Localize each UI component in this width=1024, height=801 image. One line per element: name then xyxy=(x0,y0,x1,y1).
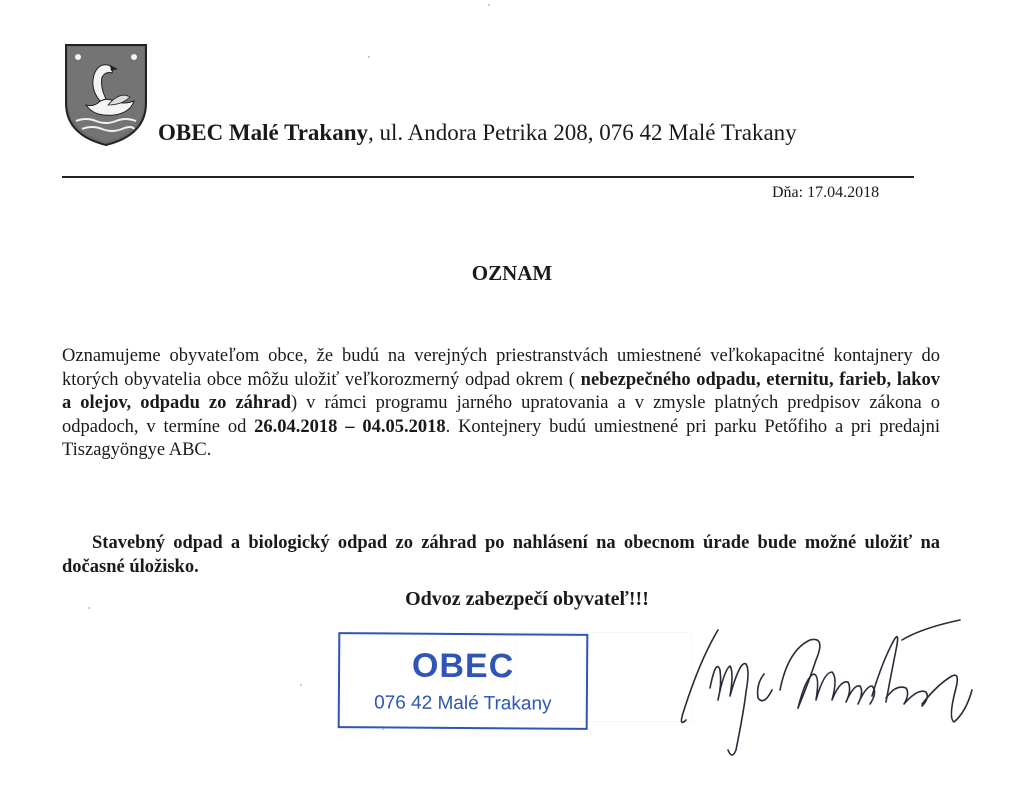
scan-speck xyxy=(488,4,490,6)
scan-speck xyxy=(300,684,302,686)
document-date: Dňa: 17.04.2018 xyxy=(772,184,880,201)
organization-address: , ul. Andora Petrika 208, 076 42 Malé Trakany xyxy=(368,120,797,145)
letterhead xyxy=(158,120,797,146)
announcement-body xyxy=(62,345,940,463)
organization-name: OBEC Malé Trakany xyxy=(158,120,368,145)
header-divider xyxy=(62,176,914,178)
closing-statement: Odvoz zabezpečí obyvateľ!!! xyxy=(405,588,649,610)
official-stamp xyxy=(338,632,589,730)
mayor-signature xyxy=(660,600,1000,770)
body-text-intro: Oznamujeme obyvateľom obce, že budú na verejných priestranstvách umiestnené veľkokapacitné kontajnery do ktorých obyvatelia obce môžu uložiť veľkorozmerný odpad okrem ( xyxy=(62,346,940,390)
construction-waste-notice: Stavebný odpad a biologický odpad zo záhrad po nahlásení na obecnom úrade bude možné uložiť na dočasné úložisko. xyxy=(62,533,940,577)
body-text-exceptions: nebezpečného odpadu, eternitu, farieb, lakov a olejov, odpadu zo záhrad xyxy=(62,369,941,414)
scan-speck xyxy=(382,728,384,730)
body-text-date-range: 26.04.2018 – 04.05.2018 xyxy=(254,416,446,437)
swan-coat-of-arms-icon xyxy=(64,43,148,147)
stamp-title: OBEC xyxy=(411,646,515,686)
document-title: OZNAM xyxy=(471,261,553,285)
body-text-locations: . Kontejnery budú umiestnené pri parku Petőfiho a pri predajni Tiszagyöngye ABC. xyxy=(62,416,941,461)
scan-speck xyxy=(88,607,90,609)
scan-speck xyxy=(368,56,370,58)
body-text-middle: ) v rámci programu jarného upratovania a v zmysle platných predpisov zákona o odpadoch, v termíne od xyxy=(62,393,940,437)
stamp-address: 076 42 Malé Trakany xyxy=(374,692,552,715)
